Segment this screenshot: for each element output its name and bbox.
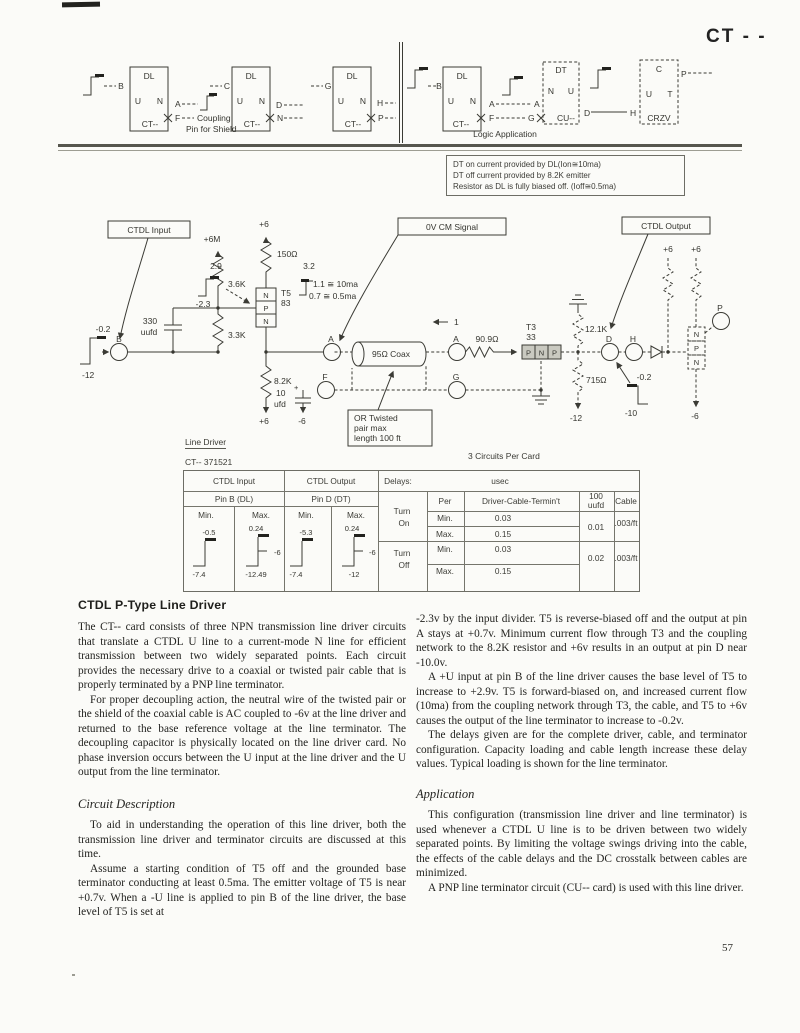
on-uufd-value: 0.01 bbox=[587, 522, 605, 532]
page-number: 57 bbox=[722, 942, 733, 954]
logic-application-caption: Logic Application bbox=[473, 129, 537, 139]
note-line-1: DT on current provided by DL(Ion≅10ma) bbox=[453, 160, 601, 169]
in-max-mid: -6 bbox=[274, 548, 281, 557]
pin-label: N bbox=[277, 113, 284, 123]
paragraph: The CT-- card consists of three NPN transmission line driver circuits that translate a CTDL U line to a current-mode N line for efficient transmission between two widely separated points. Each circuit provides the necessary drive to a coaxial or twisted pair cable that is properly terminated by a PNP line terminator. bbox=[78, 621, 406, 692]
block-u: U bbox=[447, 96, 455, 106]
block-n: N bbox=[258, 96, 266, 106]
pin-h-label: H bbox=[629, 334, 637, 344]
pin-f-label: F bbox=[322, 372, 328, 382]
pin-label: A bbox=[534, 99, 540, 109]
pin-label: A bbox=[175, 99, 181, 109]
paragraph: The delays given are for the complete driver, cable, and terminator configuration. Capacity loading and cable length increase these delay values. Typical loading is shown for the line terminator. bbox=[416, 729, 747, 771]
pin-d-label: D bbox=[605, 334, 613, 344]
column-separator bbox=[400, 42, 403, 143]
pin-label: F bbox=[175, 113, 181, 123]
horizontal-rule-thin bbox=[58, 150, 742, 151]
output-low: -10 bbox=[624, 408, 638, 418]
block-n: N bbox=[469, 96, 477, 106]
output-max-waveform bbox=[342, 524, 376, 579]
resistor-12p1k-value: 12.1K bbox=[585, 324, 608, 334]
supply-plus6-d: +6 bbox=[691, 244, 701, 254]
off-max-label: Max. bbox=[436, 566, 454, 576]
off-max-value: 0.15 bbox=[494, 566, 512, 576]
off-min-value: 0.03 bbox=[494, 544, 512, 554]
on-min-value: 0.03 bbox=[494, 513, 512, 523]
col-per: Per bbox=[438, 496, 452, 506]
card-code: CT-- bbox=[452, 119, 470, 129]
pin-label: B bbox=[436, 81, 442, 91]
block-type: DL bbox=[346, 71, 358, 81]
pin-h bbox=[626, 344, 643, 361]
resistor-90p9 bbox=[466, 334, 517, 357]
turn-off-2: Off bbox=[398, 560, 410, 570]
pin-p-label: P bbox=[717, 303, 723, 313]
off-min-label: Min. bbox=[437, 544, 453, 554]
right-text-column bbox=[416, 612, 747, 895]
col-ctdl-output: CTDL Output bbox=[306, 476, 356, 486]
t3-p1: P bbox=[525, 348, 532, 358]
t5-n1: N bbox=[263, 291, 269, 300]
output-high: -0.2 bbox=[636, 372, 652, 382]
scan-dot-artifact bbox=[72, 974, 75, 976]
pin-d bbox=[602, 344, 619, 361]
transistor-t3 bbox=[522, 322, 561, 359]
term-n1: N bbox=[693, 330, 700, 339]
resistor-150 bbox=[259, 219, 297, 288]
block-type: DL bbox=[245, 71, 257, 81]
circuits-per-card-label: 3 Circuits Per Card bbox=[468, 451, 540, 461]
pin-a-driver bbox=[324, 344, 341, 361]
block-u: U bbox=[567, 86, 575, 96]
logic-block-dl-3 bbox=[311, 67, 396, 131]
out-max-mid: -6 bbox=[369, 548, 376, 557]
pin-label: P bbox=[378, 113, 384, 123]
cap-10-unit: ufd bbox=[274, 399, 286, 409]
logic-block-dt bbox=[543, 62, 636, 124]
t3-label: T3 bbox=[526, 322, 536, 332]
block-u: U bbox=[236, 96, 244, 106]
resistor-90p9-value: 90.9Ω bbox=[475, 334, 499, 344]
section-heading: CTDL P-Type Line Driver bbox=[78, 598, 227, 612]
cap-330-unit: uufd bbox=[140, 327, 158, 337]
off-uufd-value: 0.02 bbox=[587, 553, 605, 563]
twisted-line-1: OR Twisted bbox=[354, 413, 398, 423]
cm-signal-label: 0V CM Signal bbox=[426, 222, 478, 232]
in-max-low: -12.49 bbox=[245, 570, 267, 579]
plus-sign: + bbox=[294, 383, 299, 392]
pin-g-label: G bbox=[452, 372, 460, 382]
logic-block-crzv bbox=[640, 60, 712, 124]
supply-minus6: -6 bbox=[298, 416, 306, 426]
circuit-schematic bbox=[0, 200, 800, 462]
pin-label: G bbox=[324, 81, 332, 91]
pin-label: C bbox=[223, 81, 231, 91]
out-min-high: -5.3 bbox=[299, 528, 313, 537]
supply-plus6-c: +6 bbox=[663, 244, 673, 254]
logic-block-dl-1 bbox=[83, 67, 237, 134]
input-min-waveform bbox=[193, 528, 216, 579]
card-code: CT-- bbox=[141, 119, 159, 129]
block-type: DT bbox=[555, 65, 567, 75]
figure-label-line-driver: Line Driver bbox=[185, 437, 227, 447]
delay-spec-table bbox=[183, 470, 640, 592]
input-max-label: Max. bbox=[252, 510, 270, 520]
emitter-waveform bbox=[299, 261, 358, 301]
twisted-line-3: length 100 ft bbox=[354, 433, 401, 443]
ground-rail bbox=[466, 359, 551, 404]
pin-label: B bbox=[118, 81, 124, 91]
card-code: CRZV bbox=[647, 113, 671, 123]
pin-b-label: B bbox=[116, 334, 122, 344]
block-type: C bbox=[655, 64, 663, 74]
horizontal-rule bbox=[58, 144, 742, 147]
supply-plus6: +6 bbox=[259, 219, 269, 229]
output-max-label: Max. bbox=[347, 510, 365, 520]
block-t: T bbox=[667, 89, 673, 99]
out-min-low: -7.4 bbox=[289, 570, 303, 579]
card-code: CU-- bbox=[557, 113, 575, 123]
pin-b bbox=[111, 344, 128, 361]
pin-label: A bbox=[489, 99, 495, 109]
output-waveform bbox=[617, 363, 652, 418]
term-n2: N bbox=[693, 358, 700, 367]
input-max-waveform bbox=[245, 524, 280, 579]
pin-label: H bbox=[630, 108, 637, 118]
twisted-pair-note bbox=[348, 372, 432, 446]
paragraph: A +U input at pin B of the line driver causes the base level of T5 to increase to +2.9v. T5 is forward-biased on, and increased current flow (10ma) from the coupling network through T3, the cable, and T5 to +6v causes the output of the line terminator to increase to -0.2v. bbox=[416, 671, 747, 727]
pin-label: G bbox=[528, 113, 535, 123]
input-high-level: -0.2 bbox=[95, 324, 111, 334]
paragraph: For proper decoupling action, the neutral wire of the twisted pair or the shield of the coaxial cable is AC coupled to -6v at the line driver and returned to the base reference voltage at the line terminator. The decoupling capacitor is physically located on the line driver card. No phase inversion occurs between the U input at the line driver and the U output from the line terminator. bbox=[78, 693, 406, 779]
col-driver-cable: Driver-Cable-Termin't bbox=[481, 496, 561, 506]
pin-p bbox=[713, 313, 730, 330]
on-max-label: Max. bbox=[436, 529, 454, 539]
card-code: CT-- bbox=[344, 119, 362, 129]
supply-minus6-b: -6 bbox=[691, 411, 699, 421]
block-n: N bbox=[547, 86, 555, 96]
col-pin-d: Pin D (DT) bbox=[311, 494, 351, 504]
emitter-mid: 1.1 ≅ 10ma bbox=[313, 279, 358, 289]
pin-label: F bbox=[489, 113, 495, 123]
output-min-waveform bbox=[290, 528, 313, 579]
on-min-label: Min. bbox=[437, 513, 453, 523]
resistor-3p3k bbox=[213, 308, 246, 352]
col-ctdl-input: CTDL Input bbox=[212, 476, 256, 486]
current-loop-1: 1 bbox=[454, 317, 459, 327]
coax-cable bbox=[335, 317, 460, 390]
supply-minus12: -12 bbox=[569, 413, 583, 423]
block-u: U bbox=[337, 96, 345, 106]
output-min-label: Min. bbox=[298, 510, 314, 520]
block-n: N bbox=[156, 96, 164, 106]
coupling-note-line2: Pin for Shield bbox=[186, 124, 237, 134]
pin-a-terminator bbox=[449, 344, 466, 361]
out-max-low: -12 bbox=[348, 570, 360, 579]
dt-current-note-box bbox=[446, 155, 685, 196]
coupling-note-line1: Coupling bbox=[197, 113, 231, 123]
t5-p: P bbox=[263, 304, 269, 313]
t5-number: 83 bbox=[281, 298, 291, 308]
divider-low: -2.3 bbox=[195, 299, 211, 309]
diode bbox=[643, 346, 689, 358]
paragraph: Assume a starting condition of T5 off and the grounded base terminator conducting at least 0.5ma. The emitter voltage of T5 is near +0.7v. When a -U line is applied to pin B of the line driver, the base level of T5 is set at bbox=[78, 862, 406, 919]
subsection-heading: Application bbox=[416, 787, 475, 802]
transistor-t5 bbox=[256, 288, 291, 352]
t5-n2: N bbox=[263, 317, 269, 326]
pin-label: P bbox=[681, 69, 687, 79]
pin-label: D bbox=[584, 108, 591, 118]
emitter-high: 3.2 bbox=[303, 261, 315, 271]
resistor-3p3k-value: 3.3K bbox=[228, 330, 246, 340]
capacitor-330uufd bbox=[141, 308, 182, 352]
note-line-2: DT off current provided by 8.2K emitter bbox=[453, 171, 591, 180]
turn-on-1: Turn bbox=[393, 506, 411, 516]
col-100: 100 bbox=[589, 491, 603, 501]
col-uufd: uufd bbox=[587, 500, 605, 510]
on-cable-value: .003/ft bbox=[614, 518, 638, 528]
logic-diagram bbox=[0, 0, 800, 155]
ctdl-input-label: CTDL Input bbox=[127, 225, 171, 235]
col-pin-b: Pin B (DL) bbox=[214, 494, 254, 504]
coax-label: 95Ω Coax bbox=[371, 349, 411, 359]
on-max-value: 0.15 bbox=[494, 529, 512, 539]
input-waveform bbox=[80, 324, 111, 380]
col-cable: Cable bbox=[615, 496, 637, 506]
out-max-high: 0.24 bbox=[344, 524, 360, 533]
resistor-715 bbox=[570, 352, 607, 423]
ctdl-output-callout bbox=[611, 217, 710, 328]
paragraph: To aid in understanding the operation of this line driver, both the transmission line driver and terminator circuits are discussed at this time. bbox=[78, 819, 406, 861]
terminator-transistor bbox=[688, 326, 714, 421]
pin-g bbox=[449, 382, 466, 399]
paragraph: A PNP line terminator circuit (CU-- card) is used with this line driver. bbox=[428, 881, 744, 894]
supply-plus6m: +6M bbox=[203, 234, 221, 244]
page-header-code: CT - - bbox=[706, 26, 767, 47]
cap-10-value: 10 bbox=[276, 388, 286, 398]
pin-label: D bbox=[276, 100, 283, 110]
t3-p2: P bbox=[551, 348, 558, 358]
supply-plus6-b: +6 bbox=[259, 416, 269, 426]
t5-label: T5 bbox=[281, 288, 291, 298]
input-min-label: Min. bbox=[198, 510, 214, 520]
emitter-low: 0.7 ≅ 0.5ma bbox=[309, 291, 357, 301]
block-n: N bbox=[359, 96, 367, 106]
pin-a-terminator-label: A bbox=[453, 334, 459, 344]
resistor-8p2k-value: 8.2K bbox=[274, 376, 292, 386]
block-u: U bbox=[645, 89, 653, 99]
divider-high: 2.9 bbox=[210, 261, 222, 271]
t3-number: 33 bbox=[526, 332, 536, 342]
paragraph: -2.3v by the input divider. T5 is reverse-biased off and the output at pin A stays at +0.7v. Minimum current flow through T3 and the coupling network to the 8.2K resistor and +6v results in an output at pin D near -10.0v. bbox=[416, 613, 747, 669]
resistor-3p6k-value: 3.6K bbox=[228, 279, 246, 289]
off-cable-value: .003/ft bbox=[614, 553, 638, 563]
cm-signal-callout bbox=[340, 218, 506, 340]
in-min-high: -0.5 bbox=[202, 528, 216, 537]
pin-label: H bbox=[377, 98, 384, 108]
input-low-level: -12 bbox=[82, 370, 95, 380]
left-text-column bbox=[78, 598, 406, 920]
block-u: U bbox=[134, 96, 142, 106]
note-line-3: Resistor as DL is fully biased off. (Ioff≅0.5ma) bbox=[453, 182, 617, 191]
table-waveforms bbox=[184, 471, 639, 591]
resistor-8p2k bbox=[259, 352, 292, 426]
card-code-label: CT-- 371521 bbox=[185, 457, 233, 467]
twisted-line-2: pair max bbox=[354, 423, 387, 433]
resistor-715-value: 715Ω bbox=[586, 375, 607, 385]
col-usec: usec bbox=[491, 476, 509, 486]
cap-330-value: 330 bbox=[142, 316, 158, 326]
pin-f bbox=[318, 382, 335, 399]
resistor-12p1k bbox=[569, 295, 608, 352]
col-delays: Delays: bbox=[384, 476, 412, 486]
ctdl-output-label: CTDL Output bbox=[641, 221, 691, 231]
resistor-150-value: 150Ω bbox=[277, 249, 298, 259]
block-type: DL bbox=[456, 71, 468, 81]
pin-a-driver-label: A bbox=[328, 334, 334, 344]
term-p: P bbox=[693, 344, 700, 353]
turn-on-2: On bbox=[398, 518, 410, 528]
turn-off-1: Turn bbox=[393, 548, 411, 558]
in-min-low: -7.4 bbox=[192, 570, 206, 579]
block-type: DL bbox=[143, 71, 155, 81]
card-code: CT-- bbox=[243, 119, 261, 129]
t3-n: N bbox=[538, 348, 545, 358]
in-max-high: 0.24 bbox=[248, 524, 264, 533]
logic-block-dl-4 bbox=[407, 67, 545, 131]
capacitor-10ufd bbox=[294, 383, 311, 426]
paragraph: This configuration (transmission line driver and line terminator) is used whenever a CTDL U line is to be driven between two widely separated points. By limiting the voltage swings driving into the cable, the effects of the cable delays and the DC crosstalk between cables are minimized. bbox=[416, 809, 747, 880]
subsection-heading: Circuit Description bbox=[78, 797, 176, 812]
